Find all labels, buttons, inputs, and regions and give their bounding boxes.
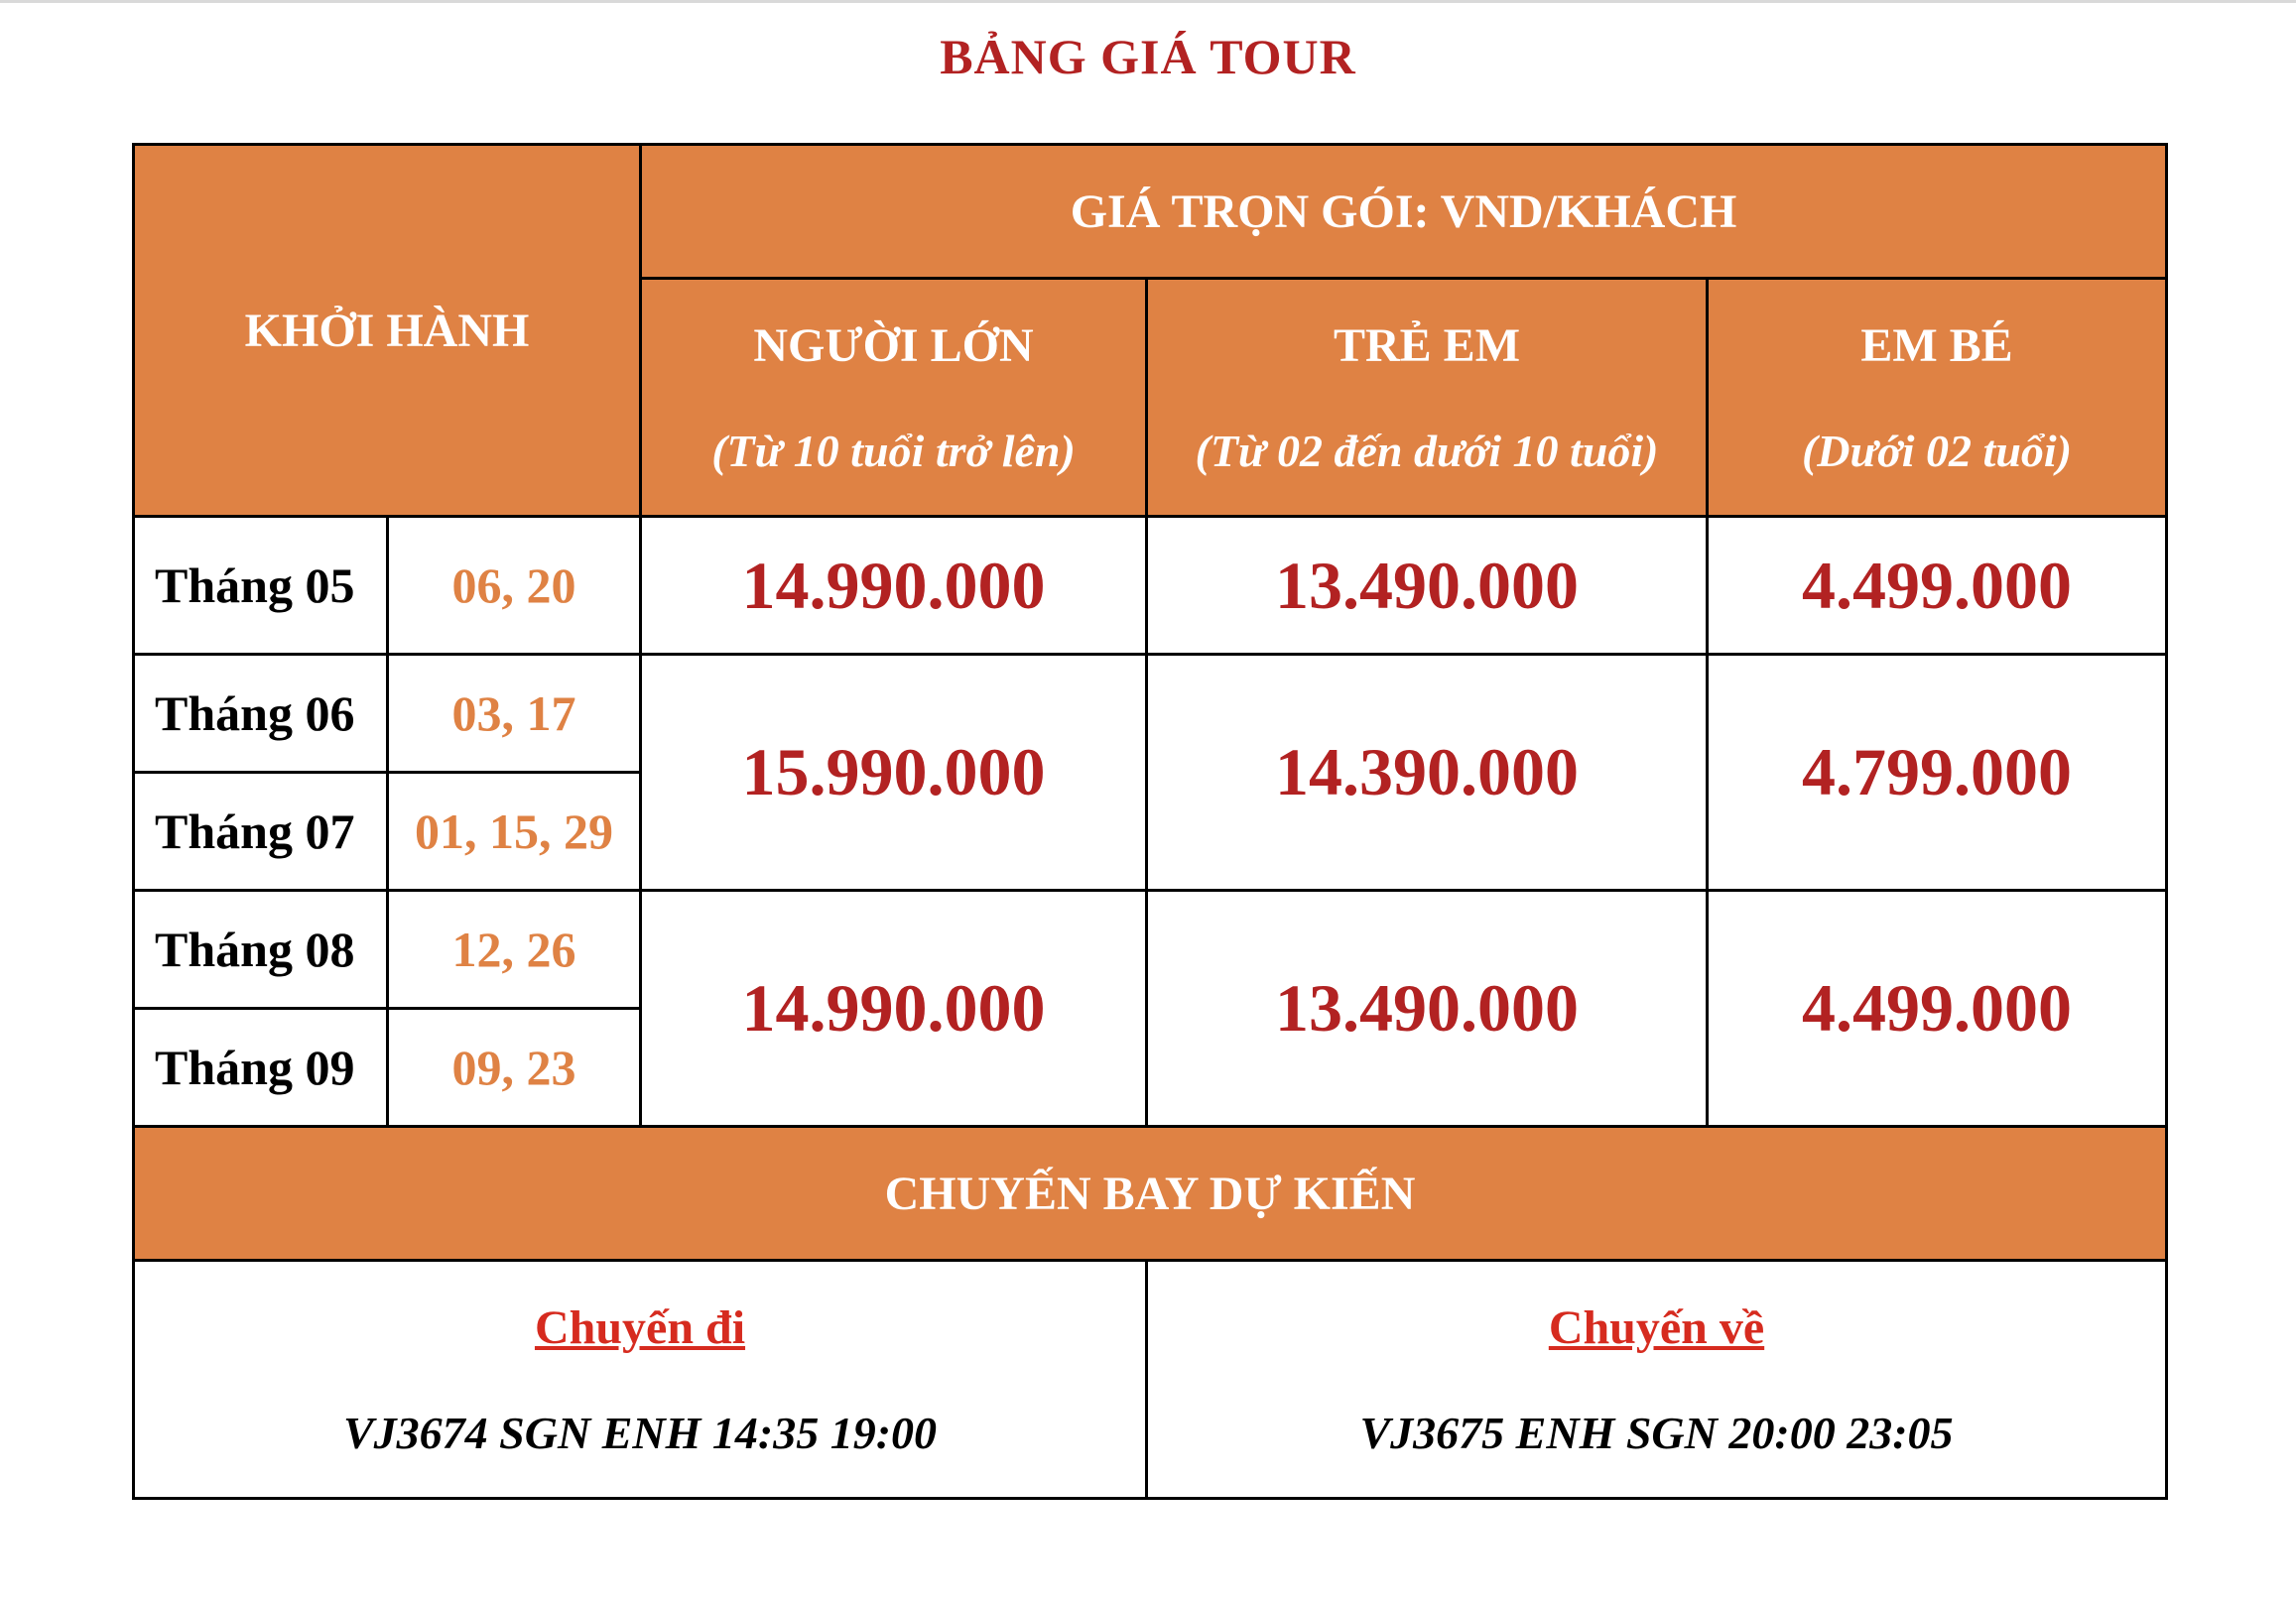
infant-header (1708, 279, 2167, 517)
adult-price: 14.990.000 (641, 891, 1147, 1127)
month-cell: Tháng 06 (134, 655, 388, 773)
dates-cell: 03, 17 (388, 655, 641, 773)
infant-price: 4.499.000 (1708, 891, 2167, 1127)
adult-price: 14.990.000 (641, 517, 1147, 655)
outbound-flight-info: VJ3674 SGN ENH 14:35 19:00 (342, 1407, 938, 1458)
top-divider (0, 0, 2296, 3)
page-title: BẢNG GIÁ TOUR (940, 29, 1356, 84)
return-flight-label: Chuyến về (1548, 1300, 1765, 1354)
table-row (134, 655, 2167, 773)
outbound-flight-cell (134, 1261, 1147, 1499)
infant-subtitle: (Dưới 02 tuổi) (1801, 425, 2073, 476)
return-flight-info: VJ3675 ENH SGN 20:00 23:05 (1359, 1407, 1954, 1458)
flights-header: CHUYẾN BAY DỰ KIẾN (134, 1127, 2167, 1261)
child-title: TRẺ EM (1333, 318, 1520, 372)
tour-price-table (132, 143, 2168, 1500)
adult-header (641, 279, 1147, 517)
child-subtitle: (Từ 02 đến dưới 10 tuổi) (1195, 425, 1659, 476)
adult-price: 15.990.000 (641, 655, 1147, 891)
infant-price: 4.799.000 (1708, 655, 2167, 891)
child-price: 14.390.000 (1147, 655, 1708, 891)
adult-subtitle: (Từ 10 tuổi trở lên) (711, 425, 1076, 476)
adult-title: NGƯỜI LỚN (753, 318, 1034, 372)
dates-cell: 09, 23 (388, 1009, 641, 1127)
month-cell: Tháng 07 (134, 773, 388, 891)
dates-cell: 12, 26 (388, 891, 641, 1009)
month-cell: Tháng 09 (134, 1009, 388, 1127)
package-price-header: GIÁ TRỌN GÓI: VND/KHÁCH (641, 145, 2167, 279)
return-flight-cell (1147, 1261, 2167, 1499)
month-cell: Tháng 05 (134, 517, 388, 655)
child-price: 13.490.000 (1147, 891, 1708, 1127)
infant-title: EM BÉ (1860, 318, 2013, 372)
child-price: 13.490.000 (1147, 517, 1708, 655)
departure-header: KHỞI HÀNH (134, 145, 641, 517)
infant-price: 4.499.000 (1708, 517, 2167, 655)
child-header (1147, 279, 1708, 517)
month-cell: Tháng 08 (134, 891, 388, 1009)
outbound-flight-label: Chuyến đi (534, 1300, 746, 1354)
table-row (134, 517, 2167, 655)
table-row (134, 891, 2167, 1009)
dates-cell: 01, 15, 29 (388, 773, 641, 891)
dates-cell: 06, 20 (388, 517, 641, 655)
